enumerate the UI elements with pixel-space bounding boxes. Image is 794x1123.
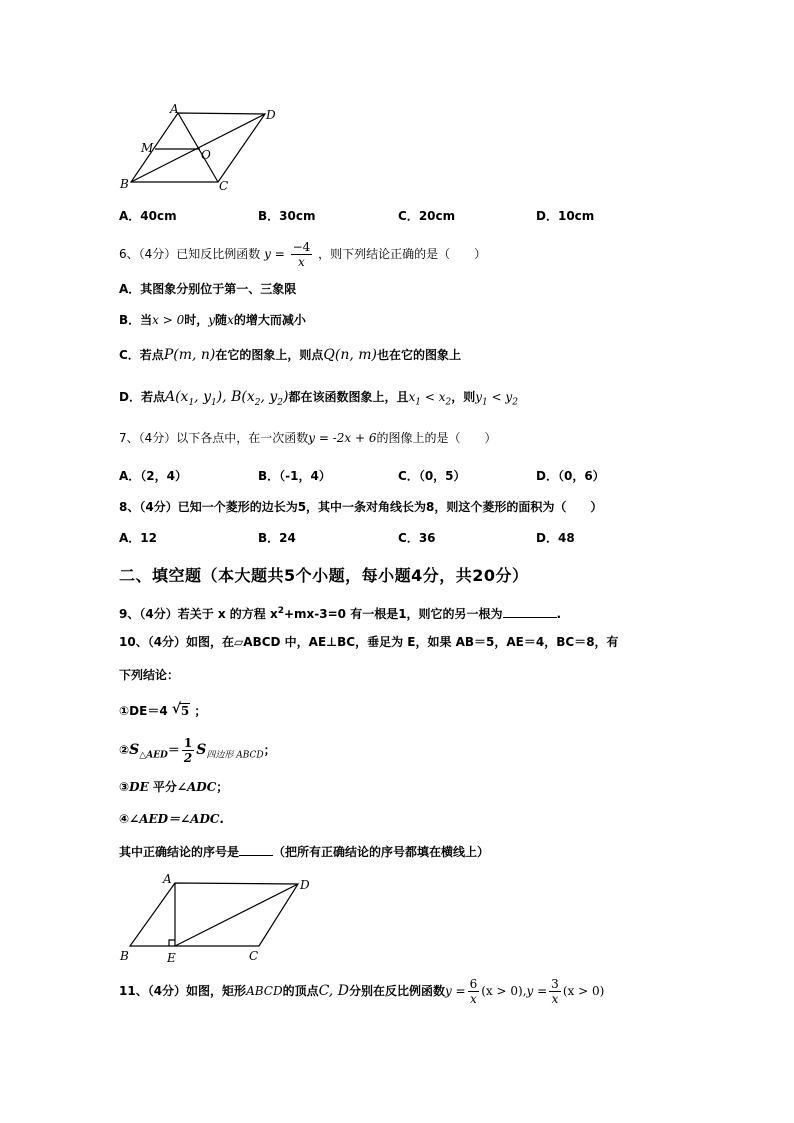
section-2-title: 二、填空题（本大题共5个小题，每小题4分，共20分） — [119, 566, 529, 585]
q8-option-b: B．24 — [258, 531, 296, 545]
q6-option-a: A．其图象分别位于第一、三象限 — [119, 282, 297, 296]
q9-stem: 9、（4分）若关于 x 的方程 $x^2+mx-3=0$ 有一根是1，则它的另一根为 . — [119, 606, 562, 621]
q7-option-d: D．（0，6） — [536, 469, 605, 483]
right-angle-mark — [169, 940, 175, 946]
q8-options — [119, 530, 679, 546]
label-C: C — [249, 949, 259, 963]
q7-options — [119, 468, 679, 484]
q7-option-a: A．（2，4） — [119, 469, 187, 483]
q6-option-d: D．若点$A(x_1$, $y_1$), $B(x_2$, $y_2$)都在该函数图象上，且$x_1 < x_2$，则$y_1 < y_2$ — [119, 389, 518, 408]
q8-option-c: C．36 — [398, 531, 436, 545]
q6-func-lhs: y = — [264, 247, 285, 261]
q10-conclusion-1: ①DE＝4 √ 5 ； — [119, 701, 207, 718]
q6-prefix: 6、（4分）已知反比例函数 — [119, 247, 261, 261]
q6-option-c: C．若点P(m, n)在它的图象上，则点Q(n, m)也在它的图象上 — [119, 347, 461, 363]
label-B: B — [120, 949, 129, 963]
label-D: D — [266, 108, 276, 122]
label-E: E — [167, 951, 176, 965]
label-A: A — [163, 872, 172, 886]
sqrt-5: √ 5 — [171, 701, 190, 718]
q10-conclusion-4: ④∠AED＝∠ADC. — [119, 812, 224, 826]
q10-conclusion-3: ③DE 平分∠ADC； — [119, 780, 229, 794]
q8-option-d: D．48 — [536, 531, 575, 545]
q5-option-a: A．40cm — [119, 209, 177, 223]
q10-stem-line2: 下列结论： — [119, 668, 180, 682]
q10-stem-line1: 10、（4分）如图，在▱ABCD 中，AE⊥BC，垂足为 E，如果 AB＝5，AE＝4，BC＝8，有 — [119, 635, 619, 649]
q5-option-d: D．10cm — [536, 209, 595, 223]
q6-suffix: ，则下列结论正确的是（ ） — [318, 247, 487, 261]
q5-options — [119, 208, 679, 224]
q7-option-b: B．（-1，4） — [258, 469, 331, 483]
q8-stem: 8、（4分）已知一个菱形的边长为5，其中一条对角线长为8，则这个菱形的面积为（ ） — [119, 500, 603, 514]
parallelogram-ABCD-outline — [130, 883, 298, 946]
q11-fraction-3: $\frac{3}{x}$ — [551, 977, 559, 1006]
label-B: B — [120, 177, 129, 191]
q11-stem: 11、（4分）如图，矩形ABCD的顶点C, D分别在反比例函数y = $\frac{6}{x}$ (x > 0),y = $\frac{3}{x}$ (x > 0) — [119, 977, 605, 1006]
segment-ED — [175, 884, 298, 946]
figure-parallelogram-2 — [115, 868, 315, 968]
q5-option-b: B．30cm — [258, 209, 316, 223]
q6-stem — [119, 240, 486, 269]
label-D: D — [300, 878, 310, 892]
q11-fraction-6: $\frac{6}{x}$ — [469, 977, 478, 1006]
q6-fraction: $\frac{-4}{x}$ — [292, 240, 311, 269]
q10-half-fraction: $\frac{1}{2}$ — [183, 736, 193, 765]
q6-option-b: B．当x > 0时，y随x的增大而减小 — [119, 313, 306, 327]
q8-option-a: A．12 — [119, 531, 157, 545]
q10-conclusion-2: $②S_{\triangle AED}=$ $\frac{1}{2}$ $S_{四边形 ABCD}$； — [119, 736, 276, 765]
q5-option-c: C．20cm — [398, 209, 456, 223]
q10-answer-blank[interactable] — [239, 843, 273, 856]
label-C: C — [219, 179, 229, 193]
label-A: A — [170, 102, 179, 116]
q10-ask: 其中正确结论的序号是 （把所有正确结论的序号都填在横线上） — [119, 845, 490, 859]
q9-answer-blank[interactable] — [503, 605, 557, 618]
q7-option-c: C．（0，5） — [398, 469, 466, 483]
label-M: M — [141, 141, 154, 155]
label-O: O — [201, 148, 211, 162]
figure-parallelogram-1 — [115, 100, 285, 195]
q7-stem: 7、（4分）以下各点中，在一次函数y = -2x + 6的图像上的是（ ） — [119, 431, 497, 445]
